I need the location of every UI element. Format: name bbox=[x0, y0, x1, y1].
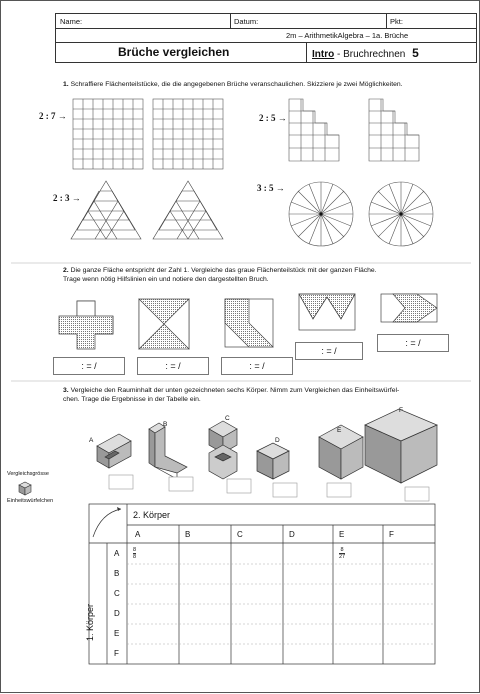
table-row-lines bbox=[127, 564, 435, 644]
grid-staircase-a bbox=[289, 99, 339, 161]
row-B: B bbox=[114, 569, 120, 578]
solid-B bbox=[149, 423, 187, 479]
result-boxes bbox=[109, 475, 429, 501]
entry-AE: 8 27 bbox=[339, 547, 346, 560]
task3-instruction: 3. Vergleiche den Rauminhalt der unten gezeichneten sechs Körper. Nimm zum Vergleichen das Einheitswürfel- chen. Trage die Ergebnisse in der Tabelle ein. bbox=[63, 387, 400, 403]
legend-comparison: Vergleichsgrösse bbox=[7, 471, 49, 477]
solid-label-A: A bbox=[89, 437, 94, 444]
solid-label-D: D bbox=[275, 437, 280, 444]
solid-A bbox=[97, 434, 131, 468]
solid-label-B: B bbox=[163, 421, 168, 428]
answer-box-3[interactable]: : = / bbox=[221, 357, 293, 375]
task2-shape-w bbox=[299, 294, 355, 330]
answer-box-2[interactable]: : = / bbox=[137, 357, 209, 375]
legend-unit-cube: Einheitswürfelchen bbox=[7, 498, 54, 504]
ratio-3-5: 3 : 5 → bbox=[257, 183, 285, 193]
course-label: 2m – ArithmetikAlgebra – 1a. Brüche bbox=[286, 31, 409, 40]
entry-AA: 8 8 bbox=[133, 547, 137, 560]
col-D: D bbox=[289, 530, 295, 539]
col-F: F bbox=[389, 530, 394, 539]
task2-instruction: 2. Die ganze Fläche entspricht der Zahl 1. Vergleiche das graue Flächenteilstück mit der ganzen Fläche. Trage wenn nötig Hilfslinien ein und notiere den dargestellten Bruch. bbox=[63, 267, 377, 283]
task2-shape-arrow-square bbox=[225, 299, 273, 347]
date-label: Datum: bbox=[234, 17, 259, 26]
row-C: C bbox=[114, 589, 120, 598]
col-E: E bbox=[339, 530, 345, 539]
unit-cube-icon bbox=[19, 482, 31, 495]
row-E: E bbox=[114, 629, 120, 638]
name-label: Name: bbox=[60, 17, 83, 26]
solid-F bbox=[365, 409, 437, 483]
ratio-2-3: 2 : 3 → bbox=[53, 193, 81, 203]
sheet-number: 5 bbox=[412, 46, 419, 60]
row-A: A bbox=[114, 549, 120, 558]
solid-label-E: E bbox=[337, 427, 342, 434]
table-col-header: 2. Körper bbox=[133, 510, 171, 520]
col-C: C bbox=[237, 530, 243, 539]
solid-label-F: F bbox=[399, 407, 403, 414]
task2-shape-hourglass bbox=[139, 299, 189, 349]
triangle-grid-a bbox=[71, 181, 141, 239]
col-B: B bbox=[185, 530, 191, 539]
col-A: A bbox=[135, 530, 141, 539]
row-F: F bbox=[114, 649, 119, 658]
answer-box-5[interactable]: : = / bbox=[377, 334, 449, 352]
page-title: Brüche vergleichen bbox=[118, 45, 230, 59]
solid-D bbox=[257, 443, 289, 479]
grid-7x7-b bbox=[153, 99, 223, 169]
solid-C bbox=[209, 421, 237, 479]
grid-7x7-a bbox=[73, 99, 143, 169]
task2-shape-parallelogram bbox=[381, 294, 437, 322]
intro-label: Intro bbox=[312, 49, 335, 60]
grid-staircase-b bbox=[369, 99, 419, 161]
solid-label-C: C bbox=[225, 415, 230, 422]
triangle-grid-b bbox=[153, 181, 223, 239]
ratio-2-7: 2 : 7 → bbox=[39, 111, 67, 121]
ratio-2-5: 2 : 5 → bbox=[259, 113, 287, 123]
subtitle-label: - Bruchrechnen bbox=[337, 49, 406, 60]
arrow-head-icon bbox=[117, 507, 121, 511]
task1-instruction: 1. Schraffiere Flächenteilstücke, die die angegebenen Brüche veranschaulichen. Skizziere je zwei Möglichkeiten. bbox=[63, 81, 403, 88]
corner-arrow-icon bbox=[93, 509, 121, 537]
answer-box-4[interactable]: : = / bbox=[295, 342, 363, 360]
points-label: Pkt: bbox=[390, 17, 403, 26]
row-D: D bbox=[114, 609, 120, 618]
task2-shape-cross bbox=[59, 301, 113, 349]
table-row-header: 1. Körper bbox=[85, 603, 95, 641]
answer-box-1[interactable]: : = / bbox=[53, 357, 125, 375]
